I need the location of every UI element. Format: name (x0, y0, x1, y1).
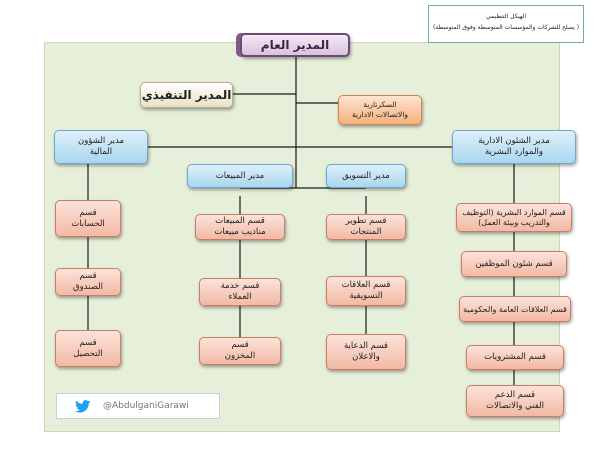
dept-employee-affairs-label: قسم شئون الموظفين (475, 258, 553, 269)
dept-inventory-label: قسم المخزون (224, 340, 256, 361)
executive-manager-label: المدير التنفيذي (141, 87, 232, 102)
sales-manager-node (187, 164, 293, 188)
dept-tech-support-label: قسم الدعم الفني والاتصالات (485, 390, 545, 411)
dept-human-resources-label: قسم الموارد البشرية (التوظيف والتدريب وبيئة العمل) (462, 207, 566, 227)
dept-tech-support (466, 385, 564, 417)
dept-marketing-relations-label: قسم العلاقات التسويقية (341, 280, 391, 301)
dept-sales-label: قسم المبيعات مناديب مبيعات (214, 216, 266, 237)
dept-accounts (55, 200, 121, 237)
dept-public-relations-label: قسم العلاقات العامة والحكومية (463, 304, 567, 314)
chart-title-box (428, 5, 584, 43)
dept-product-development-label: قسم تطوير المنتجات (345, 216, 387, 237)
dept-collection-label: قسم التحصيل (73, 337, 103, 359)
dept-marketing-relations (326, 276, 406, 306)
dept-human-resources (456, 203, 572, 232)
dept-cashbox (55, 268, 121, 296)
dept-advertising (326, 334, 406, 370)
dept-purchasing (466, 345, 564, 370)
twitter-handle[interactable]: @AbdulganiGarawi (103, 401, 189, 411)
dept-purchasing-label: قسم المشترويات (484, 352, 546, 362)
sales-manager-label: مدير المبيعات (215, 170, 265, 181)
dept-advertising-label: قسم الدعاية والاعلان (343, 341, 388, 362)
dept-accounts-label: قسم الحسابات (71, 207, 105, 229)
twitter-attribution[interactable] (56, 393, 220, 419)
dept-inventory (199, 337, 281, 365)
chart-title: الهيكل التنظيمي (485, 13, 527, 20)
dept-customer-service (199, 278, 281, 306)
secretariat-node (338, 95, 422, 125)
dept-collection (55, 330, 121, 367)
finance-manager-label: مدير الشؤون المالية (77, 136, 125, 157)
secretariat-label: السكرتارية والاتصالات الادارية (351, 100, 409, 119)
admin-hr-manager-node (452, 130, 576, 164)
admin-hr-manager-label: مدير الشئون الادارية والموارد البشرية (478, 136, 550, 157)
dept-public-relations (459, 296, 571, 322)
chart-subtitle: ( يصلح للشركات والمؤسسات المتوسطة وفوق المتوسطة) (432, 24, 580, 31)
dept-cashbox-label: قسم الصندوق (72, 271, 104, 292)
executive-manager-node (140, 82, 233, 108)
dept-customer-service-label: قسم خدمة العملاء (220, 281, 260, 302)
twitter-bird-icon (75, 400, 91, 413)
dept-sales (195, 214, 285, 240)
finance-manager-node (54, 130, 148, 164)
dept-product-development (326, 214, 406, 240)
marketing-manager-node (326, 164, 406, 188)
general-manager-label: المدير العام (260, 37, 330, 52)
dept-employee-affairs (461, 251, 567, 277)
marketing-manager-label: مدير التسويق (342, 170, 390, 181)
general-manager-node (240, 33, 350, 57)
